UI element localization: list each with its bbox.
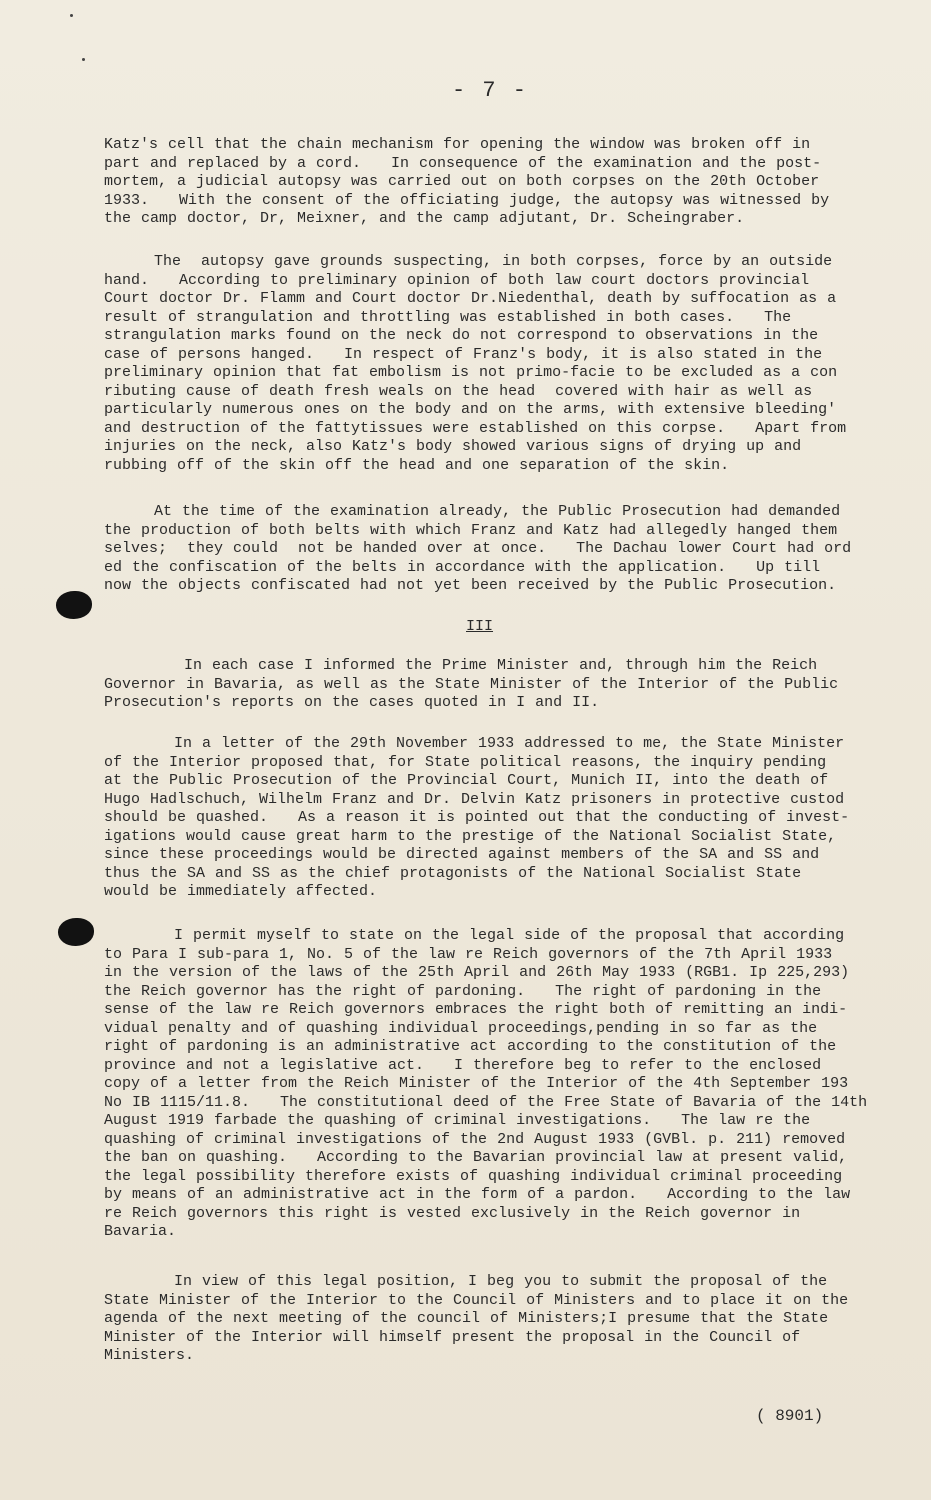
text-line: The autopsy gave grounds suspecting, in both corpses, force by an outside	[104, 253, 833, 270]
text-line: Prosecution's reports on the cases quoted in I and II.	[104, 694, 600, 711]
punch-hole	[56, 591, 92, 619]
text-line: At the time of the examination already, the Public Prosecution had demanded	[104, 503, 841, 520]
text-line: No IB 1115/11.8. The constitutional deed of the Free State of Bavaria of the 14th	[104, 1093, 868, 1111]
text-line: August 1919 farbade the quashing of criminal investigations. The law re the	[104, 1112, 811, 1129]
text-line: Katz's cell that the chain mechanism for opening the window was broken off in	[104, 136, 811, 153]
text-line: result of strangulation and throttling was established in both cases. The	[104, 308, 792, 326]
text-line: mortem, a judicial autopsy was carried out on both corpses on the 20th October	[104, 173, 820, 190]
text-line: 1933. With the consent of the officiating judge, the autopsy was witnessed by	[104, 191, 830, 209]
text-line: the Reich governor has the right of pardoning. The right of pardoning in the	[104, 982, 822, 1000]
text-line: agenda of the next meeting of the council of Ministers;I presume that the State	[104, 1310, 829, 1327]
text-line: to Para I sub-para 1, No. 5 of the law re Reich governors of the 7th April 1933	[104, 945, 833, 963]
text-line: of the Interior proposed that, for State political reasons, the inquiry pending	[104, 753, 827, 771]
text-line: vidual penalty and of quashing individual proceedings,pending in so far as the	[104, 1019, 818, 1037]
text-line: ed the confiscation of the belts in accordance with the application. Up till	[104, 558, 821, 576]
text-line: I permit myself to state on the legal side of the proposal that according	[104, 927, 845, 944]
section-heading: III	[466, 618, 494, 635]
paragraph-legal-side	[104, 927, 888, 1242]
text-line: part and replaced by a cord. In consequence of the examination and the post-	[104, 154, 822, 172]
text-line: since these proceedings would be directed against members of the SA and SS and	[104, 846, 820, 863]
text-line: Hugo Hadlschuch, Wilhelm Franz and Dr. Delvin Katz prisoners in protective custod	[104, 790, 845, 808]
text-line: now the objects confiscated had not yet been received by the Public Prosecution.	[104, 577, 837, 594]
document-reference: ( 8901)	[756, 1407, 824, 1425]
text-line: and destruction of the fattytissues were established on this corpse. Apart from	[104, 419, 847, 437]
text-line: case of persons hanged. In respect of Franz's body, it is also stated in the	[104, 345, 823, 363]
text-line: thus the SA and SS as the chief protagonists of the National Socialist State	[104, 864, 802, 882]
text-line: injuries on the neck, also Katz's body showed various signs of drying up and	[104, 438, 802, 455]
paragraph-autopsy-intro	[104, 136, 888, 229]
text-line: by means of an administrative act in the form of a pardon. According to the law	[104, 1186, 851, 1203]
text-line: would be immediately affected.	[104, 883, 378, 900]
text-line: selves; they could not be handed over at once. The Dachau lower Court had ord	[104, 540, 852, 557]
text-line: re Reich governors this right is vested exclusively in the Reich governor in	[104, 1204, 801, 1222]
punch-hole	[58, 918, 94, 946]
text-line: strangulation marks found on the neck do not correspond to observations in the	[104, 327, 819, 344]
text-line: copy of a letter from the Reich Minister of the Interior of the 4th September 193	[104, 1075, 849, 1092]
paragraph-reports	[104, 657, 888, 713]
text-line: the production of both belts with which Franz and Katz had allegedly hanged them	[104, 521, 838, 539]
text-line: Bavaria.	[104, 1223, 177, 1240]
paragraph-proposal	[104, 735, 888, 902]
text-line: the legal possibility therefore exists of quashing individual criminal proceeding	[104, 1167, 843, 1185]
page-number: - 7 -	[452, 78, 529, 103]
paragraph-belts	[104, 503, 888, 596]
text-line: ributing cause of death fresh weals on the head covered with hair as well as	[104, 382, 813, 400]
text-line: province and not a legislative act. I therefore beg to refer to the enclosed	[104, 1056, 822, 1074]
text-line: Ministers.	[104, 1347, 195, 1364]
text-line: should be quashed. As a reason it is pointed out that the conducting of invest-	[104, 809, 850, 826]
text-line: igations would cause great harm to the prestige of the National Socialist State,	[104, 827, 837, 845]
text-line: the ban on quashing. According to the Bavarian provincial law at present valid,	[104, 1149, 848, 1166]
text-line: at the Public Prosecution of the Provincial Court, Munich II, into the death of	[104, 772, 829, 789]
text-line: the camp doctor, Dr, Meixner, and the camp adjutant, Dr. Scheingraber.	[104, 210, 745, 227]
paragraph-request	[104, 1273, 888, 1366]
text-line: preliminary opinion that fat embolism is not primo-facie to be excluded as a con	[104, 364, 838, 381]
text-line: particularly numerous ones on the body and on the arms, with extensive bleeding'	[104, 401, 837, 418]
text-line: right of pardoning is an administrative act according to the constitution of the	[104, 1038, 837, 1055]
paragraph-autopsy-findings	[104, 253, 888, 475]
paper-speck	[82, 58, 85, 61]
text-line: hand. According to preliminary opinion of both law court doctors provincial	[104, 271, 810, 289]
text-line: sense of the law re Reich governors embraces the right both of remitting an indi-	[104, 1001, 848, 1018]
text-line: quashing of criminal investigations of the 2nd August 1933 (GVBl. p. 211) removed	[104, 1130, 846, 1148]
text-line: In a letter of the 29th November 1933 addressed to me, the State Minister	[104, 735, 845, 752]
text-line: Governor in Bavaria, as well as the State Minister of the Interior of the Public	[104, 675, 839, 693]
text-line: In each case I informed the Prime Minister and, through him the Reich	[104, 657, 818, 674]
text-line: in the version of the laws of the 25th April and 26th May 1933 (RGB1. Ip 225,293)	[104, 964, 850, 981]
text-line: rubbing off of the skin off the head and one separation of the skin.	[104, 456, 730, 474]
text-line: State Minister of the Interior to the Council of Ministers and to place it on the	[104, 1291, 849, 1309]
text-line: In view of this legal position, I beg you to submit the proposal of the	[104, 1273, 828, 1290]
text-line: Minister of the Interior will himself present the proposal in the Council of	[104, 1328, 801, 1346]
text-line: Court doctor Dr. Flamm and Court doctor Dr.Niedenthal, death by suffocation as a	[104, 290, 837, 307]
paper-speck	[70, 14, 73, 17]
